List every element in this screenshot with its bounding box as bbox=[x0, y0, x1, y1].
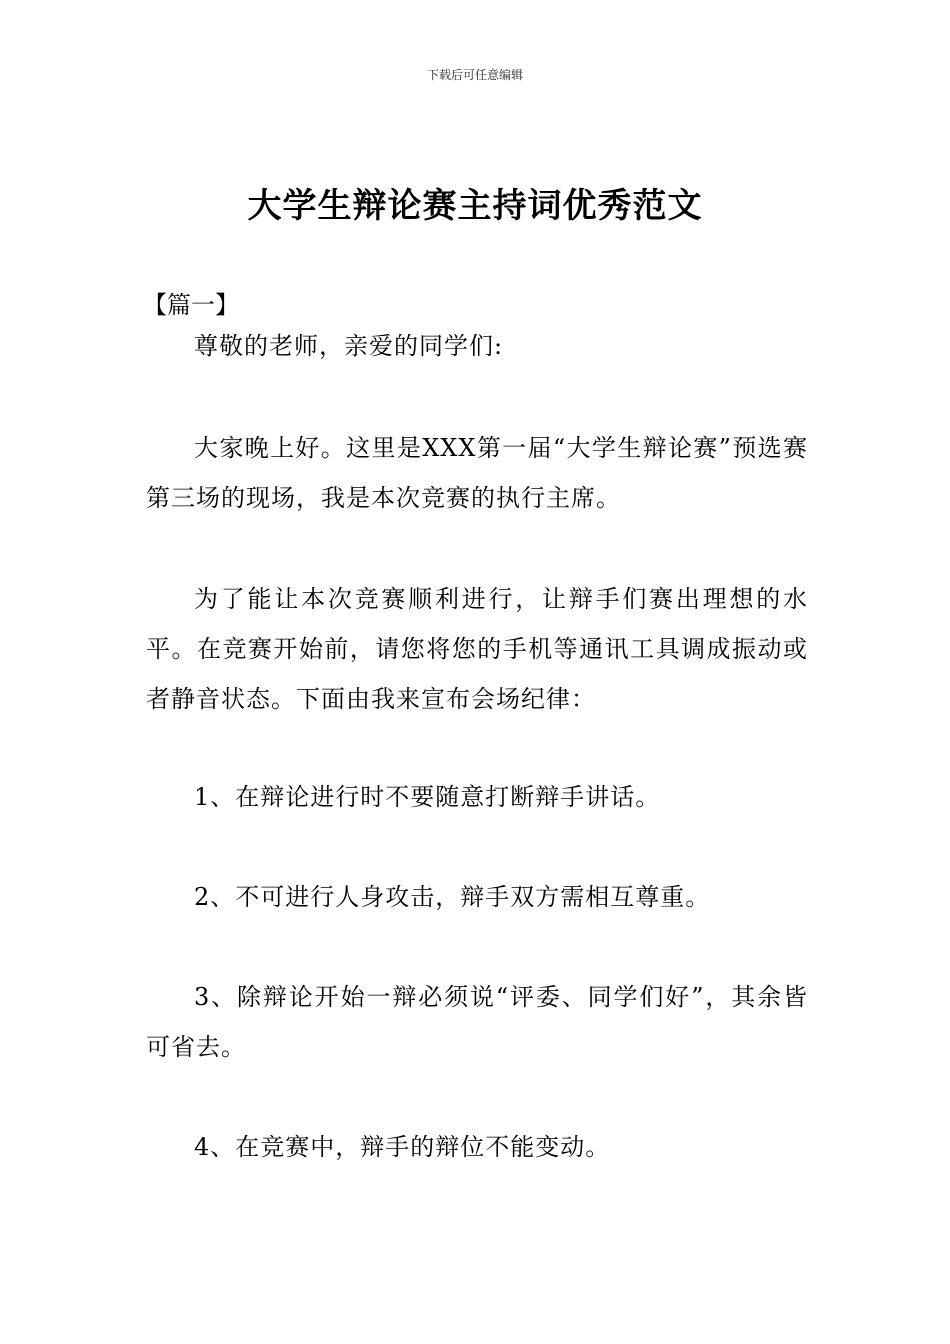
paragraph-rule-4: 4、在竞赛中，辩手的辩位不能变动。 bbox=[194, 1133, 611, 1161]
paragraph-rule-1: 1、在辩论进行时不要随意打断辩手讲话。 bbox=[194, 783, 661, 811]
paragraph-greeting: 尊敬的老师，亲爱的同学们: bbox=[194, 332, 504, 360]
paragraph-instructions: 为了能让本次竞赛顺利进行，让辩手们赛出理想的水平。在竞赛开始前，请您将您的手机等通讯工具调成振动或者静音状态。下面由我来宣布会场纪律： bbox=[146, 585, 808, 713]
section-label: 【篇一】 bbox=[143, 291, 239, 319]
document-title: 大学生辩论赛主持词优秀范文 bbox=[247, 186, 703, 226]
paragraph-intro: 大家晚上好。这里是XXX第一届“大学生辩论赛”预选赛第三场的现场，我是本次竞赛的执行主席。 bbox=[146, 434, 808, 512]
paragraph-rule-2: 2、不可进行人身攻击，辩手双方需相互尊重。 bbox=[194, 883, 711, 911]
header-note: 下载后可任意编辑 bbox=[426, 68, 523, 82]
paragraph-rule-3: 3、除辩论开始一辩必须说“评委、同学们好”，其余皆可省去。 bbox=[146, 983, 808, 1061]
